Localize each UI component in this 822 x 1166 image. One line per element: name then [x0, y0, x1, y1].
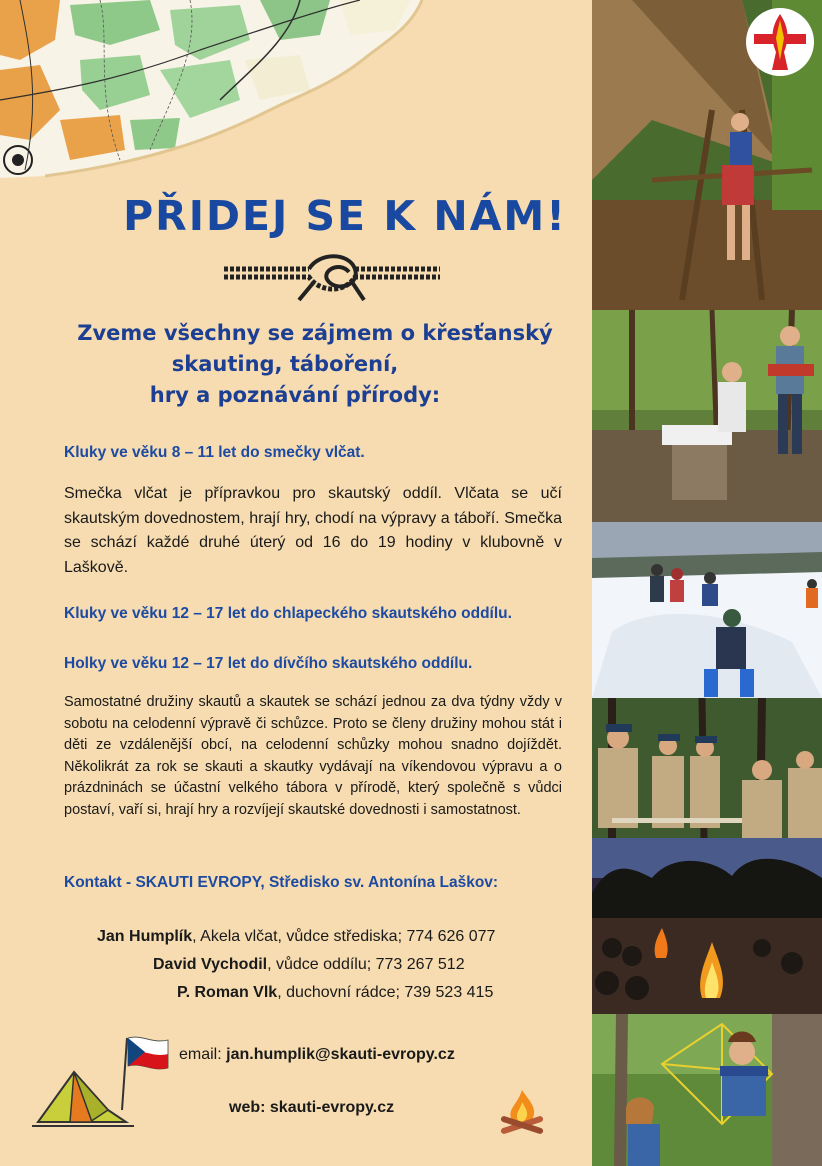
cubs-description: Smečka vlčat je přípravkou pro skautský oddíl. Vlčata se učí skautským dovednostem, hrají hry, chodí na výpravy a táboří. Smečka se schází každé druhé úterý od 16 do 19 hodiny v klubovně v Laškově. — [64, 485, 562, 576]
photo-column — [592, 0, 822, 1166]
scout-ceremony-photo — [592, 698, 822, 838]
czech-flag-icon — [128, 1037, 168, 1069]
rope-climbing-photo — [592, 1014, 822, 1166]
contact-name: David Vychodil — [153, 956, 268, 973]
campfire-icon — [494, 1086, 550, 1136]
contact-info: , vůdce oddílu; 773 267 512 — [267, 956, 465, 973]
outdoor-mass-photo — [592, 310, 822, 522]
cubs-heading: Kluky ve věku 8 – 11 let do smečky vlčat. — [64, 444, 365, 461]
contact-person — [153, 956, 465, 974]
intro-line: Zveme všechny se zájmem o křesťanský — [77, 321, 553, 345]
intro-text — [40, 318, 590, 411]
email-line — [179, 1046, 455, 1064]
tent-camp-photo — [592, 0, 822, 310]
contact-name: Jan Humplík — [97, 928, 193, 945]
girls-heading: Holky ve věku 12 – 17 let do dívčího skautského oddílu. — [64, 655, 473, 672]
contact-person — [177, 984, 493, 1002]
email-link[interactable]: jan.humplik@skauti-evropy.cz — [226, 1046, 455, 1063]
email-label: email: — [179, 1046, 227, 1063]
contact-info: , Akela vlčat, vůdce střediska; 774 626 077 — [192, 928, 496, 945]
campfire-night-photo — [592, 838, 822, 1014]
intro-line: skauting, táboření, — [171, 352, 399, 376]
web-link[interactable]: web: skauti-evropy.cz — [229, 1099, 395, 1116]
map-illustration — [0, 0, 592, 178]
tent-icon — [30, 1030, 175, 1140]
contact-name: P. Roman Vlk — [177, 984, 278, 1001]
contact-person — [97, 928, 495, 946]
boys-heading: Kluky ve věku 12 – 17 let do chlapeckého skautského oddílu. — [64, 605, 512, 622]
page-title: PŘIDEJ SE K NÁM! — [123, 192, 567, 240]
contact-info: , duchovní rádce; 739 523 415 — [277, 984, 494, 1001]
intro-line: hry a poznávání přírody: — [149, 383, 441, 407]
snow-play-photo — [592, 522, 822, 698]
rope-knot-icon — [224, 252, 440, 302]
scouts-description: Samostatné družiny skautů a skautek se schází jednou za dva týdny vždy v sobotu na celodenní výpravě či schůzce. Proto se členy družiny mohou stát i děti ze vzdálenější obcí, na celodenní schůzky mohou snadno dojíždět. Několikrát za rok se skauti a skautky vydávají na víkendovou výpravu a o prázdninách se účastní velkého tábora v přírodě, který společně s vůdci postaví, vaří si, hrají hry a rozvíjejí skautské dovednosti i samostatnost. — [64, 694, 562, 818]
contact-heading: Kontakt - SKAUTI EVROPY, Středisko sv. Antonína Laškov: — [64, 874, 499, 891]
